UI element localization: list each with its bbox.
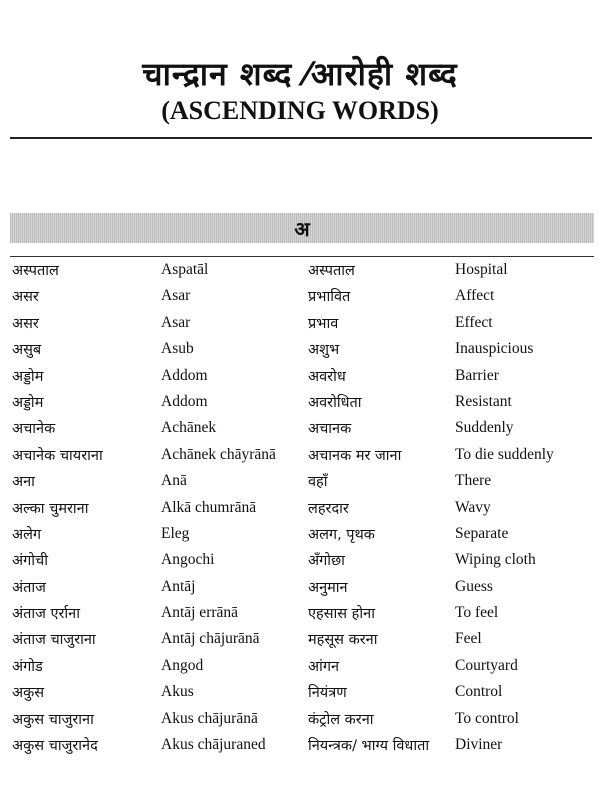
table-row xyxy=(10,389,594,415)
table-row xyxy=(10,626,594,652)
table-row xyxy=(10,547,594,573)
transliteration-cell: Akus chājuraned xyxy=(161,736,266,754)
transliteration-cell: Alkā chumrānā xyxy=(161,498,257,516)
english-meaning-cell: Hospital xyxy=(455,261,508,278)
transliteration-cell: Eleg xyxy=(161,524,190,542)
table-row xyxy=(10,574,594,600)
table-row xyxy=(10,521,594,547)
section-letter: अ xyxy=(294,216,310,241)
title-divider xyxy=(10,137,592,139)
hindi-meaning-cell: अवरोध xyxy=(308,368,346,385)
table-row xyxy=(10,363,594,389)
hindi-meaning-cell: कंट्रोल करना xyxy=(308,711,374,728)
transliteration-cell: Asub xyxy=(161,340,194,358)
hindi-meaning-cell: वहाँ xyxy=(308,474,328,491)
hindi-meaning-cell: अचानक मर जाना xyxy=(308,447,402,464)
transliteration-cell: Antāj chājurānā xyxy=(161,630,260,648)
english-meaning-cell: Suddenly xyxy=(455,419,514,437)
hindi-word-cell: अल्का चुमराना xyxy=(12,500,89,517)
table-row xyxy=(10,706,594,732)
hindi-meaning-cell: नियंत्रण xyxy=(308,685,347,702)
word-table xyxy=(10,256,594,784)
hindi-meaning-cell: अनुमान xyxy=(308,579,348,596)
table-row xyxy=(10,679,594,705)
hindi-meaning-cell: अवरोधिता xyxy=(308,394,362,411)
page-title-hindi: चान्द्रान शब्द ⁄आरोही शब्द xyxy=(142,55,458,93)
hindi-word-cell: अचानेक चायराना xyxy=(12,447,103,464)
hindi-meaning-cell: प्रभावित xyxy=(308,289,351,306)
hindi-meaning-cell: नियन्त्रक/ भाग्य विधाता xyxy=(308,738,430,755)
hindi-word-cell: अकुस चाजुराना xyxy=(12,711,94,728)
table-row xyxy=(10,600,594,626)
english-meaning-cell: Courtyard xyxy=(455,656,518,674)
transliteration-cell: Achānek xyxy=(161,419,217,437)
transliteration-cell: Achānek chāyrānā xyxy=(161,445,276,463)
table-row xyxy=(10,495,594,521)
english-meaning-cell: Control xyxy=(455,683,503,701)
english-meaning-cell: To die suddenly xyxy=(455,445,554,463)
english-meaning-cell: Inauspicious xyxy=(455,340,534,358)
transliteration-cell: Angochi xyxy=(161,551,215,569)
hindi-word-cell: अंताज एर्राना xyxy=(12,606,80,623)
hindi-word-cell: अकुस चाजुरानेद xyxy=(12,738,98,755)
english-meaning-cell: To feel xyxy=(455,604,499,622)
hindi-word-cell: अकुस xyxy=(12,685,45,702)
hindi-word-cell: अचानेक xyxy=(12,421,56,438)
hindi-word-cell: अना xyxy=(12,474,35,491)
transliteration-cell: Anā xyxy=(161,472,187,490)
transliteration-cell: Antāj errānā xyxy=(161,604,239,622)
hindi-meaning-cell: लहरदार xyxy=(308,500,349,517)
english-meaning-cell: Wavy xyxy=(455,498,491,516)
hindi-word-cell: असर xyxy=(12,289,39,306)
table-row xyxy=(10,468,594,494)
transliteration-cell: Addom xyxy=(161,366,208,384)
english-meaning-cell: Barrier xyxy=(455,366,499,384)
table-row xyxy=(10,336,594,362)
hindi-word-cell: असुब xyxy=(12,342,42,359)
english-meaning-cell: Resistant xyxy=(455,392,512,410)
transliteration-cell: Angod xyxy=(161,656,204,674)
transliteration-cell: Akus chājurānā xyxy=(161,709,258,727)
english-meaning-cell: There xyxy=(455,472,492,490)
english-meaning-cell: Effect xyxy=(455,313,493,331)
transliteration-cell: Asar xyxy=(161,287,191,305)
hindi-meaning-cell: अशुभ xyxy=(308,342,340,359)
transliteration-cell: Antāj xyxy=(161,577,196,595)
transliteration-cell: Addom xyxy=(161,392,208,410)
hindi-meaning-cell: अस्पताल xyxy=(308,263,355,279)
english-meaning-cell: Separate xyxy=(455,524,509,542)
hindi-meaning-cell: एहसास होना xyxy=(308,606,375,623)
english-meaning-cell: Wiping cloth xyxy=(455,551,536,569)
section-letter-bar xyxy=(10,213,594,243)
hindi-word-cell: अस्पताल xyxy=(12,263,59,279)
page-title-english: (ASCENDING WORDS) xyxy=(161,96,439,125)
table-row xyxy=(10,442,594,468)
hindi-word-cell: अंताज चाजुराना xyxy=(12,632,96,649)
english-meaning-cell: To control xyxy=(455,709,519,727)
hindi-meaning-cell: आंगन xyxy=(308,658,340,675)
transliteration-cell: Asar xyxy=(161,313,191,331)
hindi-word-cell: असर xyxy=(12,315,39,332)
table-row xyxy=(10,732,594,784)
english-meaning-cell: Guess xyxy=(455,577,493,595)
hindi-meaning-cell: प्रभाव xyxy=(308,315,339,332)
hindi-meaning-cell: अचानक xyxy=(308,421,352,438)
table-row xyxy=(10,415,594,441)
hindi-word-cell: अलेग xyxy=(12,526,42,543)
hindi-meaning-cell: महसूस करना xyxy=(308,632,378,649)
table-row xyxy=(10,310,594,336)
english-meaning-cell: Feel xyxy=(455,630,482,648)
hindi-meaning-cell: अलग, पृथक xyxy=(308,526,375,543)
table-row xyxy=(10,653,594,679)
hindi-word-cell: अड्डोम xyxy=(12,368,44,385)
english-meaning-cell: Diviner xyxy=(455,736,503,754)
hindi-word-cell: अंगोड xyxy=(12,658,43,675)
hindi-meaning-cell: अँगोछा xyxy=(308,553,345,570)
hindi-word-cell: अंगोची xyxy=(12,553,48,570)
table-row xyxy=(10,257,594,283)
english-meaning-cell: Affect xyxy=(455,287,495,305)
hindi-word-cell: अंताज xyxy=(12,579,46,596)
hindi-word-cell: अड्डोम xyxy=(12,394,44,411)
transliteration-cell: Akus xyxy=(161,683,194,701)
table-row xyxy=(10,283,594,309)
transliteration-cell: Aspatāl xyxy=(161,261,209,278)
